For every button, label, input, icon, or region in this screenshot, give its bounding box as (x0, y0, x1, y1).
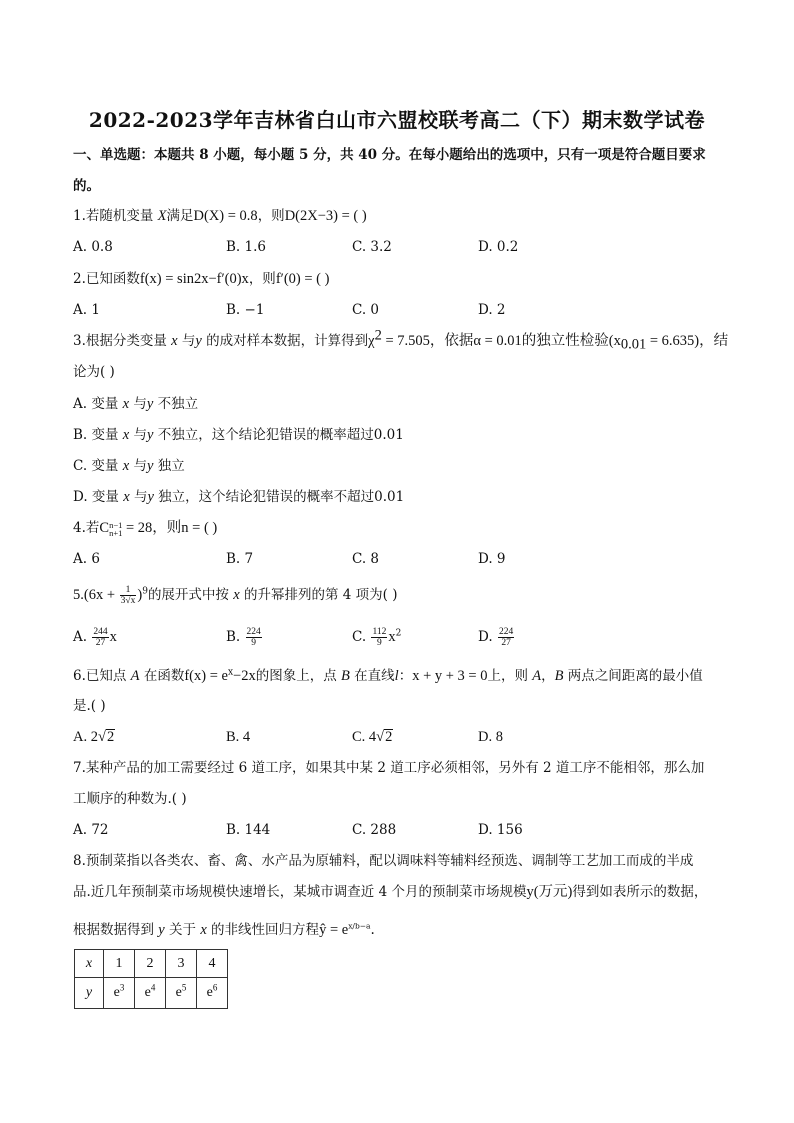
option-a[interactable]: A. 变量 x 与y 不独立 (73, 396, 199, 412)
table-cell: 4 (197, 950, 228, 978)
question-5: 5.(6x + $\frac{1}{3√x}$ )$^9$的展开式中按 x 的升幂排列的第 4 项为( ) (73, 585, 398, 606)
table-cell: 3 (166, 950, 197, 978)
table-row (75, 950, 228, 978)
table-cell: 1 (104, 950, 135, 978)
option-b[interactable]: B. 1.6 (226, 239, 266, 255)
option-b[interactable]: B. $\frac{224}{9}$ (226, 627, 261, 648)
option-a[interactable]: A. 1 (73, 302, 100, 318)
page-title: 2022-2023学年吉林省白山市六盟校联考高二（下）期末数学试卷 (88, 108, 706, 132)
option-b[interactable]: B. 144 (226, 822, 271, 838)
option-d[interactable]: D. 9 (478, 551, 506, 567)
question-8: 8.预制菜指以各类农、畜、禽、水产品为原辅料，配以调味料等辅料经预选、调制等工艺加工而成的半成 (73, 853, 694, 869)
option-d[interactable]: D. $\frac{224}{27}$ (478, 627, 514, 648)
question-4: 4.若C n−1 n+1 = 28，则n = ( ) (73, 519, 218, 538)
table-cell: $e^6$ (197, 978, 228, 1009)
table-cell: $e^4$ (135, 978, 166, 1009)
question-3: 3.根据分类变量 x 与y 的成对样本数据，计算得到$\chi^2 = 7.505$，依据α = 0.01的独立性检验$(x_{0.01} = 6.635)$，结 (73, 327, 729, 353)
option-a[interactable]: A. 6 (73, 551, 100, 567)
option-a[interactable]: A. $\frac{244}{27}$ x (73, 627, 117, 648)
question-8-cont: 品.近几年预制菜市场规模快速增长，某城市调查近 4 个月的预制菜市场规模y(万元)得到如表所示的数据， (73, 884, 708, 900)
table-row (75, 978, 228, 1009)
section-heading: 一、单选题：本题共 8 小题，每小题 5 分，共 40 分。在每小题给出的选项中，只有一项是符合题目要求 (73, 147, 706, 163)
data-table (74, 949, 228, 1009)
option-c[interactable]: C. 0 (352, 302, 380, 318)
section-heading-cont: 的。 (73, 178, 100, 194)
option-b[interactable]: B. 4 (226, 729, 251, 745)
option-d[interactable]: D. 2 (478, 302, 506, 318)
question-6: 6.已知点 A 在函数$f(x) = e^x-2x$的图象上，点 B 在直线l：x + y + 3 = 0上，则 A，B 两点之间距离的最小值 (73, 667, 703, 684)
option-c[interactable]: C. 8 (352, 551, 380, 567)
option-a[interactable]: A. 0.8 (73, 239, 113, 255)
option-d[interactable]: D. 156 (478, 822, 523, 838)
option-b[interactable]: B. 7 (226, 551, 254, 567)
table-cell: 2 (135, 950, 166, 978)
question-6-cont: 是.( ) (73, 698, 106, 714)
option-c[interactable]: C. $\frac{112}{9}$ $x^2$ (352, 627, 402, 648)
table-cell: y (75, 978, 104, 1009)
table-cell: x (75, 950, 104, 978)
question-3-cont: 论为( ) (73, 364, 115, 380)
option-b[interactable]: B. 变量 x 与y 不独立，这个结论犯错误的概率超过0.01 (73, 427, 404, 443)
option-c[interactable]: C. 变量 x 与y 独立 (73, 458, 185, 474)
option-d[interactable]: D. 变量 x 与y 独立，这个结论犯错误的概率不超过0.01 (73, 489, 405, 505)
option-c[interactable]: C. 3.2 (352, 239, 392, 255)
table-cell: $e^5$ (166, 978, 197, 1009)
option-c[interactable]: C. 4√2 (352, 729, 393, 745)
question-8-cont2: 根据数据得到 y 关于 x 的非线性回归方程ŷ = $e^{x/b-a}$. (73, 921, 375, 938)
option-b[interactable]: B. −1 (226, 302, 265, 318)
question-1: 1.若随机变量 X满足D(X) = 0.8，则D(2X−3) = ( ) (73, 208, 367, 224)
option-d[interactable]: D. 8 (478, 729, 503, 745)
option-c[interactable]: C. 288 (352, 822, 397, 838)
question-7: 7.某种产品的加工需要经过 6 道工序，如果其中某 2 道工序必须相邻，另外有 2 道工序不能相邻，那么加 (73, 760, 705, 776)
table-cell: $e^3$ (104, 978, 135, 1009)
option-a[interactable]: A. 2√2 (73, 729, 115, 745)
question-7-cont: 工顺序的种数为.( ) (73, 791, 187, 807)
option-d[interactable]: D. 0.2 (478, 239, 519, 255)
option-a[interactable]: A. 72 (73, 822, 109, 838)
question-2: 2.已知函数f(x) = sin2x−f′(0)x，则f′(0) = ( ) (73, 271, 330, 287)
